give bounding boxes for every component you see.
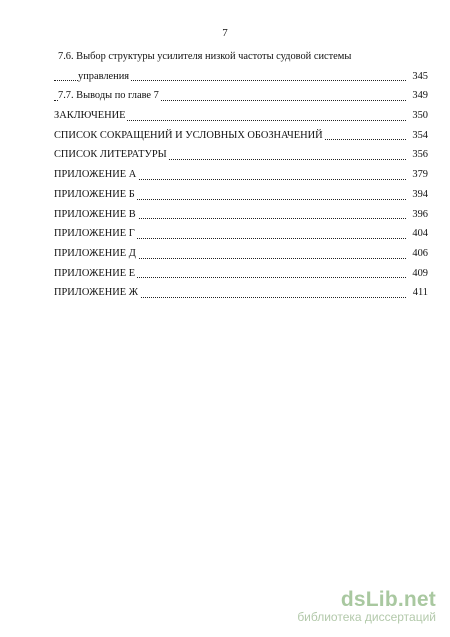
toc-entry bbox=[54, 126, 428, 146]
toc-entry-title: ПРИЛОЖЕНИЕ А bbox=[54, 169, 137, 181]
toc-entry bbox=[54, 185, 428, 205]
watermark-logo: dsLib.net bbox=[340, 588, 436, 611]
toc-entry bbox=[54, 47, 428, 67]
toc-entry bbox=[54, 224, 428, 244]
toc-entry bbox=[54, 106, 428, 126]
toc-entry bbox=[54, 205, 428, 225]
toc-entry-title: ЗАКЛЮЧЕНИЕ bbox=[54, 110, 126, 122]
toc-entry-page: 349 bbox=[408, 86, 428, 106]
toc-entry-page: 350 bbox=[408, 106, 428, 126]
toc-entry-title: СПИСОК ЛИТЕРАТУРЫ bbox=[54, 149, 167, 161]
toc-entry bbox=[54, 165, 428, 185]
page-number: 7 bbox=[222, 27, 228, 39]
toc-entry-page: 396 bbox=[408, 205, 428, 225]
toc-entry-page: 406 bbox=[408, 244, 428, 264]
toc-entry bbox=[54, 67, 428, 87]
toc-entry-title: ПРИЛОЖЕНИЕ Д bbox=[54, 247, 136, 259]
toc-entry-title: управления bbox=[78, 70, 130, 82]
toc-entry-title: 7.6. Выбор структуры усилителя низкой частоты судовой системы bbox=[58, 51, 352, 62]
toc-entry-page: 411 bbox=[409, 283, 428, 303]
toc-entry-page: 356 bbox=[408, 145, 428, 165]
toc-entry-title: ПРИЛОЖЕНИЕ В bbox=[54, 208, 136, 220]
toc-entry-page: 345 bbox=[408, 67, 428, 87]
table-of-contents bbox=[54, 47, 428, 303]
toc-entry-title: 7.7. Выводы по главе 7 bbox=[58, 90, 159, 102]
watermark-subtitle: библиотека диссертаций bbox=[297, 610, 436, 624]
toc-entry bbox=[54, 283, 428, 303]
toc-entry-page: 379 bbox=[408, 165, 428, 185]
toc-entry-title: ПРИЛОЖЕНИЕ Б bbox=[54, 188, 135, 200]
toc-entry bbox=[54, 86, 428, 106]
toc-entry-title: ПРИЛОЖЕНИЕ Г bbox=[54, 228, 135, 240]
toc-entry-title: ПРИЛОЖЕНИЕ Е bbox=[54, 267, 136, 279]
toc-entry bbox=[54, 264, 428, 284]
toc-entry-title: ПРИЛОЖЕНИЕ Ж bbox=[54, 287, 138, 299]
toc-entry bbox=[54, 244, 428, 264]
watermark bbox=[297, 590, 436, 625]
toc-entry-page: 354 bbox=[408, 126, 428, 146]
toc-entry-page: 409 bbox=[408, 264, 428, 284]
toc-entry-page: 404 bbox=[408, 224, 428, 244]
toc-entry-page: 394 bbox=[408, 185, 428, 205]
toc-entry bbox=[54, 145, 428, 165]
toc-entry-title: СПИСОК СОКРАЩЕНИЙ И УСЛОВНЫХ ОБОЗНАЧЕНИЙ bbox=[54, 129, 323, 141]
